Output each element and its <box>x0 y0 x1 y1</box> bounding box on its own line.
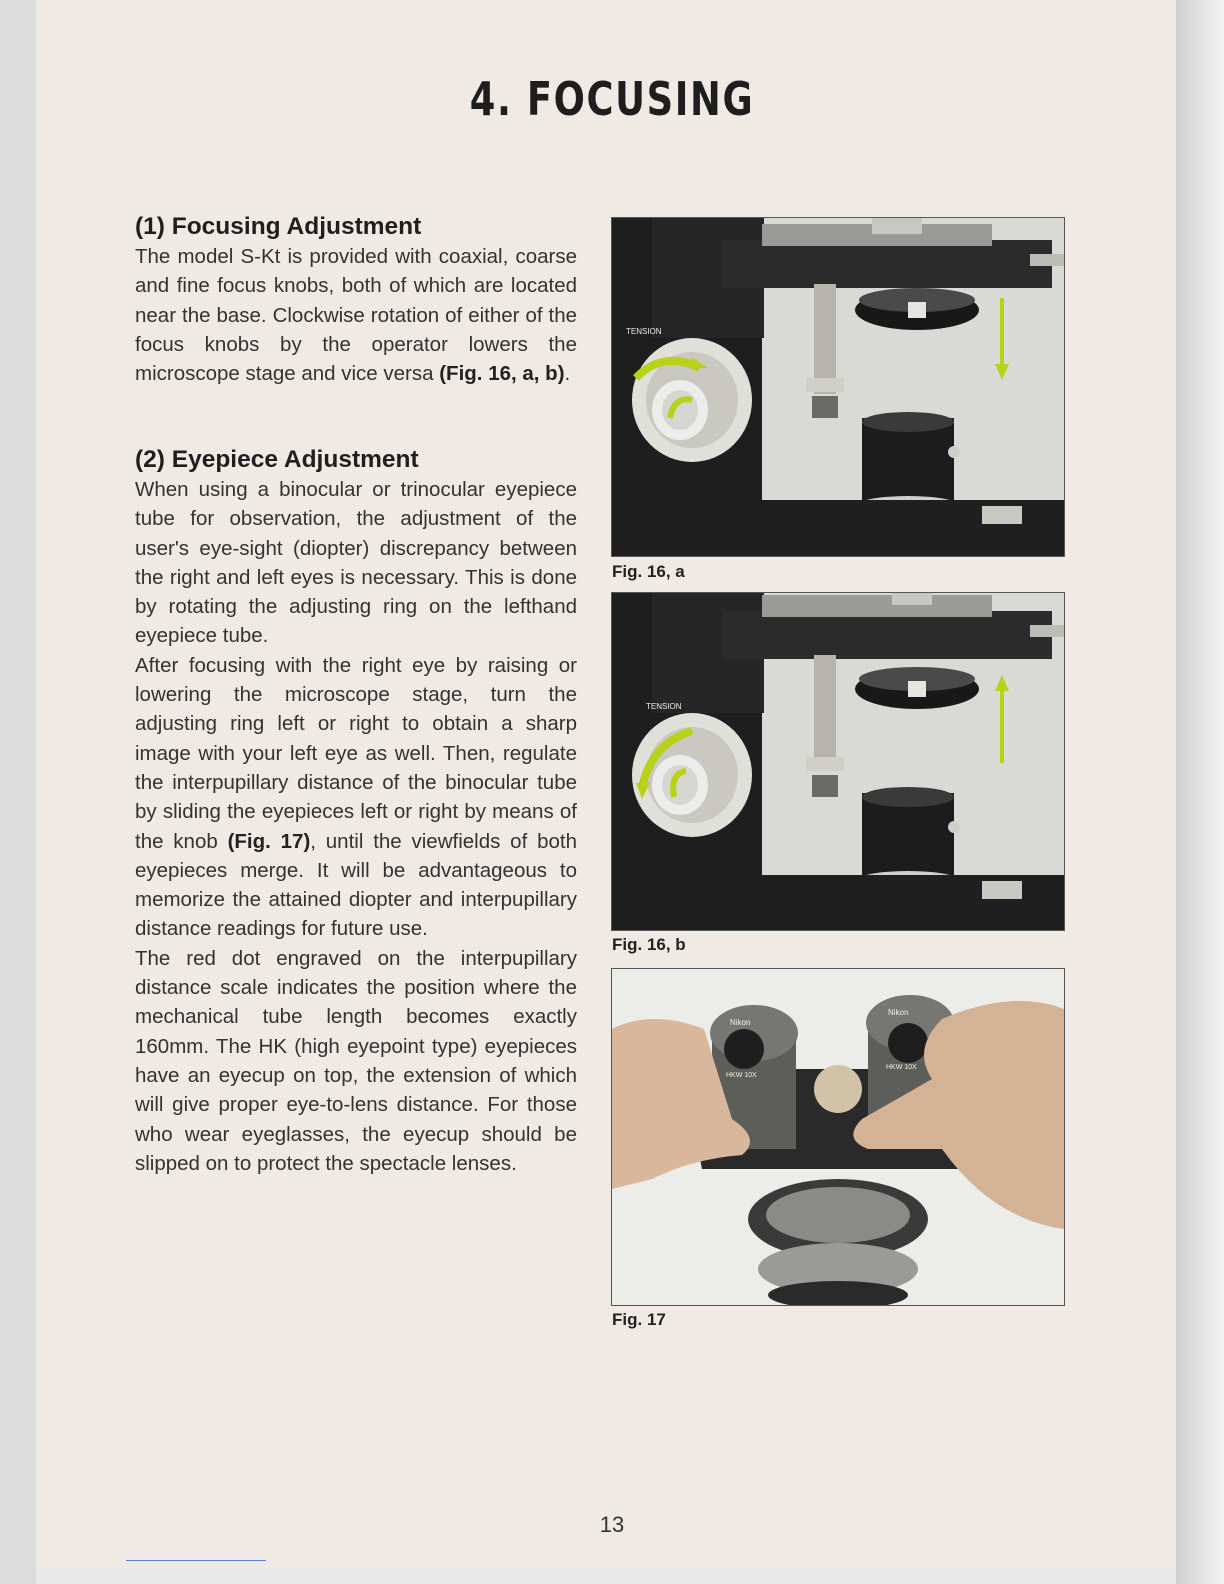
section-paragraph: After focusing with the right eye by raising or lowering the microscope stage, turn the adjusting ring left or right to obtain a sharp image with your left eye as well. Then, regulate the interpupillary distance of the binocular tube by sliding the eyepieces left or right by means of the knob (Fig. 17), until the viewfields of both eyepieces merge. It will be advantageous to memorize the attained diopter and interpupillary distance readings for future use. <box>135 653 577 941</box>
figure-reference: (Fig. 16, a, b) <box>439 362 565 386</box>
page-title: 4. FOCUSING <box>469 72 755 126</box>
brand-engraving: Nikon <box>888 1008 909 1017</box>
section-heading: (1) Focusing Adjustment <box>135 213 422 240</box>
brand-engraving: Nikon <box>730 1018 751 1027</box>
footer-link-line <box>126 1560 266 1561</box>
figure-reference: (Fig. 17) <box>227 829 311 853</box>
section-body: The model S-Kt is provided with coaxial, coarse and fine focus knobs, both of which are located near the base. Clockwise rotation of either of the focus knobs by the operator lowers the microscope stage and vice versa (Fig. 16, a, b). <box>135 245 577 386</box>
section-paragraph: When using a binocular or trinocular eyepiece tube for observation, the adjustment of the user's eye-sight (diopter) discrepancy between the right and left eyes is necessary. This is done by rotating the adjusting ring on the lefthand eyepiece tube. <box>135 478 577 648</box>
page-number: 13 <box>599 1512 625 1537</box>
figure-caption: Fig. 17 <box>612 1310 666 1329</box>
figure-17-photo <box>611 968 1065 1306</box>
page-bottom-edge <box>36 1568 1176 1584</box>
tension-label: TENSION <box>626 327 662 336</box>
page-edge-shadow <box>1176 0 1224 1584</box>
figure-16b-photo <box>611 592 1065 931</box>
section-eyepiece-adjustment <box>135 445 577 1178</box>
eyepiece-engraving: HKW 10X <box>886 1064 917 1071</box>
figure-16a-photo <box>611 217 1065 557</box>
section-focusing-adjustment <box>135 212 577 388</box>
tension-label: TENSION <box>646 702 682 711</box>
section-heading: (2) Eyepiece Adjustment <box>135 446 419 473</box>
section-paragraph: The red dot engraved on the interpupillary distance scale indicates the position where the mechanical tube length becomes exactly 160mm. The HK (high eyepoint type) eyepieces have an eyecup on top, the extension of which will give proper eye-to-lens distance. For those who wear eyeglasses, the eyecup should be slipped on to protect the spectacle lenses. <box>135 946 577 1175</box>
eyepiece-engraving: HKW 10X <box>726 1072 757 1079</box>
figure-caption: Fig. 16, a <box>612 562 685 581</box>
figure-caption: Fig. 16, b <box>612 935 686 954</box>
